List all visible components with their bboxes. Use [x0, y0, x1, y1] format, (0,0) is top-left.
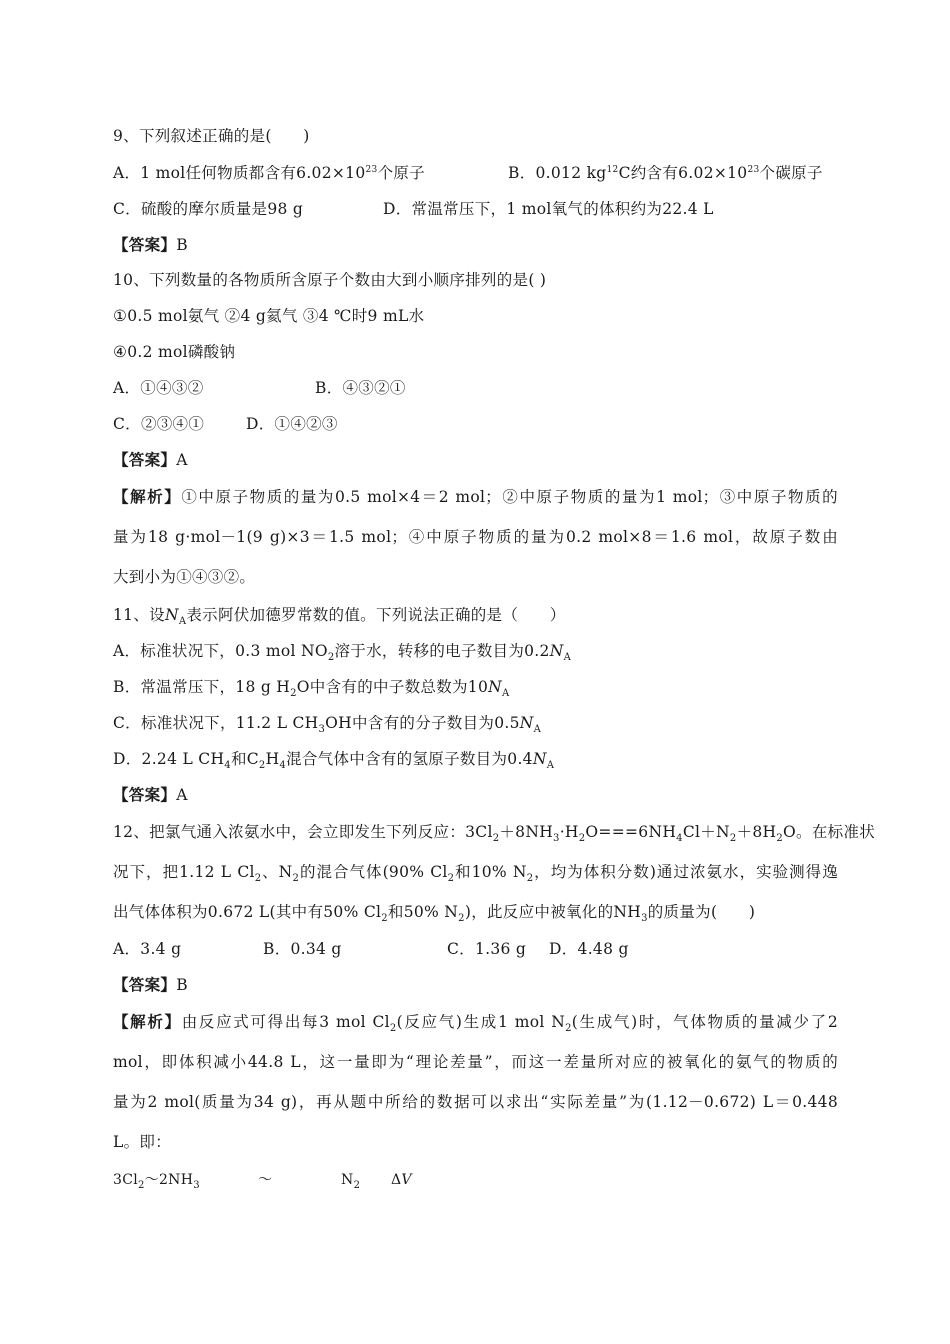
q12-analysis-line1: 【解析】由反应式可得出每3 mol $Cl_2$(反应气)生成1 mol $N_2$(生成气)时，气体物质的量减少了2: [113, 1012, 839, 1035]
q12-stem-line1: 12、把氯气通入浓氨水中，会立即发生下列反应：$3Cl_2+8NH_3\cdot H_2O===6NH_4Cl+N_2+8H_2O$。在标准状: [113, 823, 876, 845]
q9-option-d: D．常温常压下，1 mol氧气的体积约为22.4 L: [383, 200, 714, 218]
q12-analysis-line4: L。即：: [113, 1133, 171, 1151]
q9-option-c: C．硫酸的摩尔质量是98 g: [113, 200, 304, 218]
q12-equation: [113, 1170, 412, 1191]
q10-option-a: A．①④③②: [113, 379, 204, 397]
equation-n2: $N_2$: [341, 1172, 361, 1191]
q11-stem: 11、设$N_A$表示阿伏加德罗常数的值。下列说法正确的是（ ）: [113, 606, 566, 628]
q12-option-b: B．0.34 g: [263, 940, 342, 958]
q11-option-d: D．2.24 L $CH_4$和$C_2H_4$混合气体中含有的氢原子数目为$0.4N_A$: [113, 750, 555, 772]
q11-option-a: A．标准状况下，0.3 mol $NO_2$溶于水，转移的电子数目为$0.2N_A$: [113, 642, 572, 664]
q12-option-c: C．1.36 g: [447, 940, 527, 958]
q11-option-c: C．标准状况下，11.2 L $CH_3OH$中含有的分子数目为$0.5N_A$: [113, 714, 542, 736]
q10-answer: 【答案】A: [113, 450, 188, 469]
q9-stem: 9、下列叙述正确的是( ): [113, 127, 310, 145]
q12-analysis-line3: 量为2 mol(质量为34 g)，再从题中所给的数据可以求出“实际差量”为(1.12－0.672) L＝0.448: [113, 1093, 838, 1111]
q9-options-cd: [113, 199, 714, 219]
q11-answer: 【答案】A: [113, 785, 188, 804]
q9-option-a: A．1 mol任何物质都含有$6.02\times 10^{23}$个原子: [113, 164, 425, 182]
equation-tilde: ～: [258, 1172, 273, 1188]
q10-options-cd: [113, 414, 338, 434]
q10-option-c: C．②③④①: [113, 415, 205, 433]
q12-stem-line2: 况下，把1.12 L $Cl_2$、$N_2$的混合气体(90% $Cl_2$和10% $N_2$，均为体积分数)通过浓氨水，实验测得逸: [113, 863, 839, 885]
q10-analysis-line3: 大到小为①④③②。: [113, 568, 256, 586]
q12-analysis-line2: mol，即体积减小44.8 L，这一量即为“理论差量”，而这一差量所对应的被氧化的氨气的物质的: [113, 1053, 838, 1071]
q12-option-d: D．4.48 g: [549, 940, 629, 958]
q11-option-b: B．常温常压下，18 g $H_2O$中含有的中子数总数为$10N_A$: [113, 678, 510, 700]
q9-options-ab: [113, 163, 823, 183]
q10-options-ab: [113, 378, 406, 398]
q10-items-line1: ①0.5 mol氨气 ②4 g氦气 ③4 ℃时9 mL水: [113, 307, 425, 325]
equation-delta-v: ΔV: [391, 1172, 412, 1188]
q10-option-b: B．④③②①: [315, 379, 406, 397]
q10-analysis-line1: 【解析】①中原子物质的量为0.5 mol×4＝2 mol；②中原子物质的量为1 mol；③中原子物质的: [113, 487, 838, 506]
q10-stem: 10、下列数量的各物质所含原子个数由大到小顺序排列的是( ): [113, 271, 547, 289]
q12-answer: 【答案】B: [113, 975, 188, 994]
equation-reactants: $3Cl_2\sim 2NH_3$: [113, 1172, 200, 1191]
q12-stem-line3: 出气体体积为0.672 L(其中有50% $Cl_2$和50% $N_2$)，此反应中被氧化的$NH_3$的质量为( ): [113, 903, 756, 925]
q12-option-a: A．3.4 g: [113, 940, 182, 958]
q10-analysis-line2: 量为18 g·mol－1(9 g)×3＝1.5 mol；④中原子物质的量为0.2 mol×8＝1.6 mol，故原子数由: [113, 528, 838, 546]
q10-option-d: D．①④②③: [246, 415, 338, 433]
q10-items-line2: ④0.2 mol磷酸钠: [113, 343, 236, 361]
q12-options: [113, 939, 629, 959]
q9-answer: 【答案】B: [113, 235, 188, 254]
q9-option-b: B．0.012 $kg^{12}C$约含有$6.02\times 10^{23}$个碳原子: [508, 164, 823, 182]
